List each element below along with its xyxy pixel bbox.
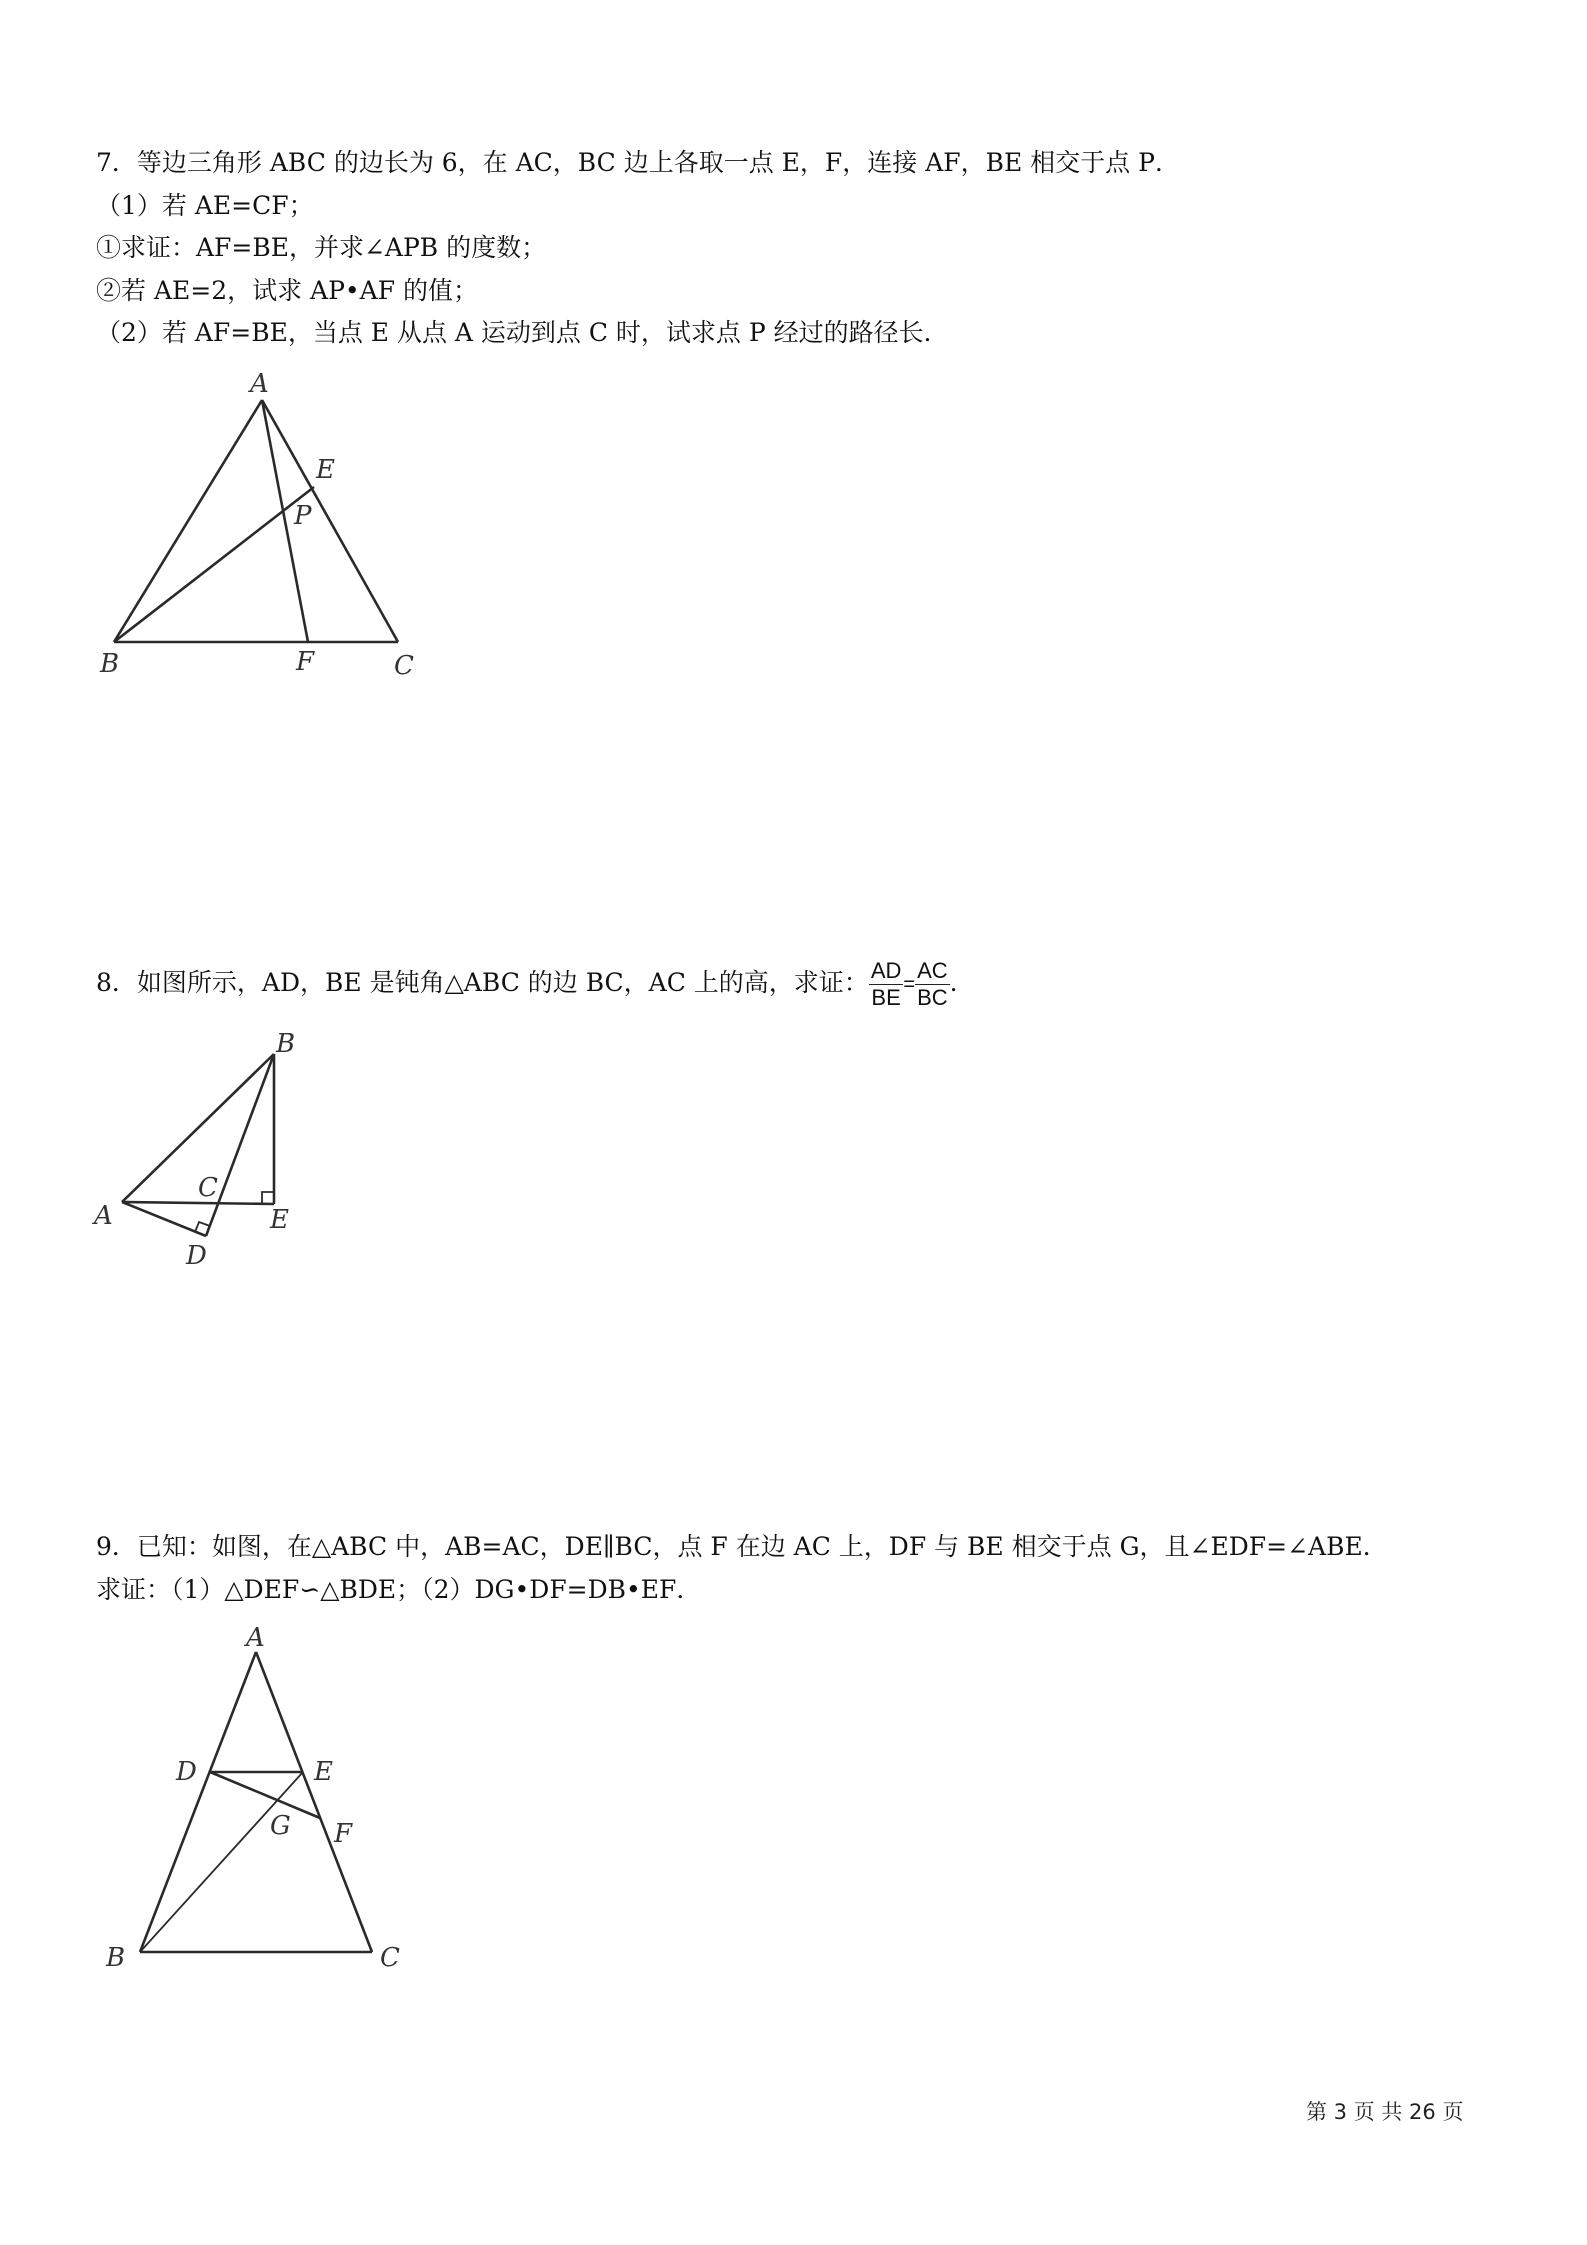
q9-segment-df [210, 1772, 320, 1818]
q8-fraction-right [915, 958, 950, 1011]
q7-label-f: F [296, 647, 315, 677]
q8-frac-left-num: AD [870, 958, 902, 983]
q8-frac-left-den: BE [871, 985, 901, 1010]
q7-segment-be [114, 487, 314, 642]
q8-label-b: B [276, 1029, 296, 1059]
q8-label-d: D [186, 1241, 207, 1271]
q9-label-c: C [380, 1943, 400, 1973]
q8-figure [0, 1000, 600, 1300]
q7-line-1: 7．等边三角形 ABC 的边长为 6，在 AC，BC 边上各取一点 E，F，连接 AF，BE 相交于点 P． [96, 148, 1180, 177]
q7-line-4: ②若 AE=2，试求 AP•AF 的值； [96, 276, 479, 305]
q8-end: . [949, 968, 958, 997]
q7-figure [0, 0, 1587, 700]
q9-label-a: A [246, 1623, 265, 1653]
q9-label-b: B [106, 1943, 126, 1973]
q7-label-c: C [394, 651, 414, 681]
q9-label-f: F [334, 1819, 353, 1849]
q7-side-ac [262, 400, 398, 642]
q9-line-2: 求证：（1）△DEF∽△BDE；（2）DG•DF=DB•EF． [96, 1575, 702, 1604]
q8-text: 8．如图所示，AD，BE 是钝角△ABC 的边 BC，AC 上的高，求证： [96, 968, 869, 997]
q8-frac-right-num: AC [917, 958, 948, 983]
q8-label-c: C [198, 1173, 218, 1203]
q9-segment-be [140, 1772, 303, 1952]
q9-label-g: G [270, 1811, 291, 1841]
q8-right-angle-e [262, 1192, 274, 1204]
q8-equals: = [903, 973, 916, 996]
page-number: 第 3 页 共 26 页 [1306, 2100, 1464, 2124]
q8-frac-right-den: BC [917, 985, 948, 1010]
q7-line-3: ①求证：AF=BE，并求∠APB 的度数； [96, 233, 547, 262]
q8-label-e: E [270, 1205, 289, 1235]
q9-line-1: 9．已知：如图，在△ABC 中，AB=AC，DE∥BC，点 F 在边 AC 上，DF 与 BE 相交于点 G，且∠EDF=∠ABE． [96, 1532, 1388, 1561]
q8-segment-bd [206, 1054, 274, 1236]
q9-side-ac [256, 1652, 372, 1952]
q9-label-e: E [314, 1757, 333, 1787]
q7-label-a: A [250, 369, 269, 399]
q8-segment-ad [122, 1202, 206, 1236]
q9-side-ab [140, 1652, 256, 1952]
q7-label-p: P [294, 501, 312, 531]
q9-label-d: D [176, 1757, 197, 1787]
q7-line-5: （2）若 AF=BE，当点 E 从点 A 运动到点 C 时，试求点 P 经过的路径长． [96, 318, 949, 347]
q7-label-b: B [100, 649, 120, 679]
q8-fraction-left [869, 958, 904, 1011]
q7-line-2: （1）若 AE=CF； [96, 191, 314, 220]
q8-label-a: A [94, 1201, 113, 1231]
q9-figure [0, 1600, 600, 2000]
q7-label-e: E [316, 455, 335, 485]
q7-side-ab [114, 400, 262, 642]
